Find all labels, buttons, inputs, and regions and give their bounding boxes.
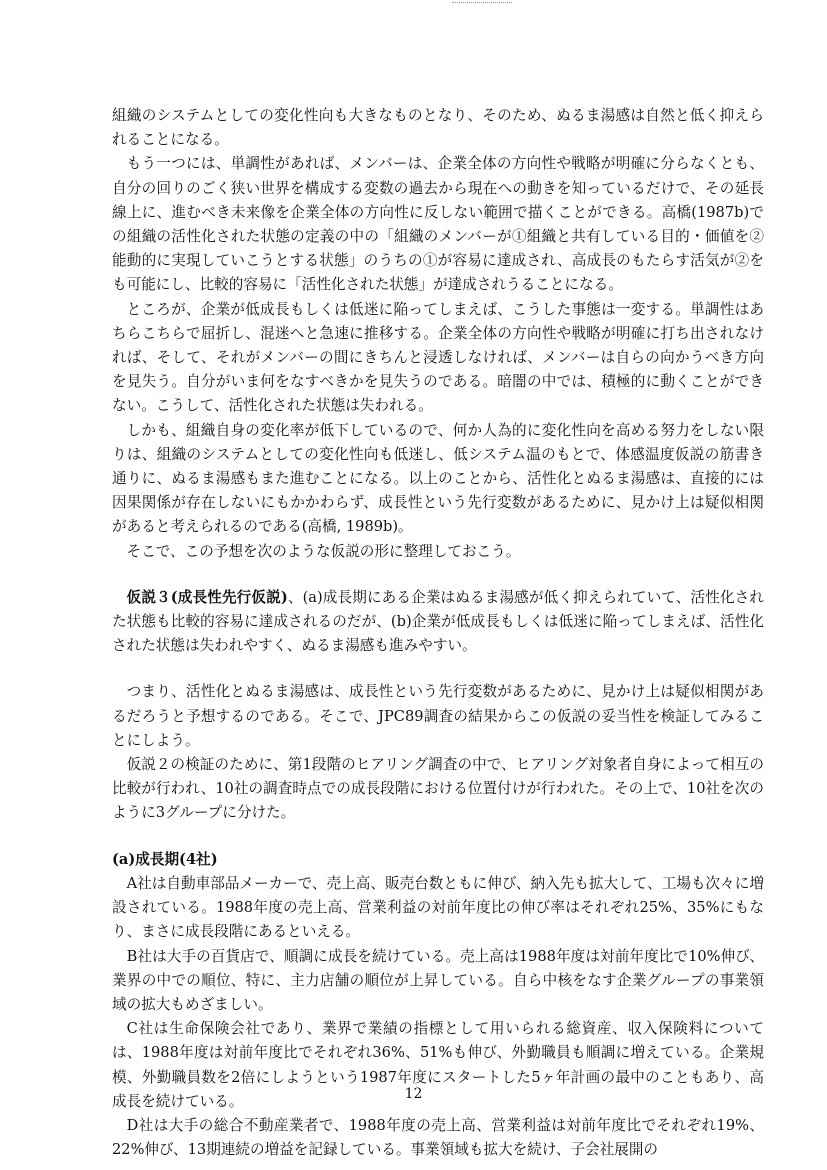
paragraph: ところが、企業が低成長もしくは低迷に陥ってしまえば、こうした事態は一変する。単調性はあちらこちらで屈折し、混迷へと急速に推移する。企業全体の方向性や戦略が明確に打ち出されなければ、そして、それがメンバーの間にきちんと浸透しなければ、メンバーは自らの向かうべき方向を見失う。自分がいま何をなすべきかを見失うのである。暗闇の中では、積極的に動くことができない。こうして、活性化された状態は失われる。 — [112, 300, 764, 415]
paragraph: C社は生命保険会社であり、業界で業績の指標として用いられる総資産、収入保険料については、1988年度は対前年度比でそれぞれ36%、51%も伸び、外勤職員も順調に増えている。企業規模、外勤職員数を2倍にしようという1987年度にスタートした5ヶ年計画の最中のこともあり、高成長を続けている。 — [112, 1020, 764, 1110]
paragraph: A社は自動車部品メーカーで、売上高、販売台数ともに伸び、納入先も拡大して、工場も次々に増設されている。1988年度の売上高、営業利益の対前年度比の伸び率はそれぞれ25%、35%にもなり、まさに成長段階にあるといえる。 — [112, 874, 764, 941]
page-number: 12 — [404, 1086, 423, 1102]
paragraph: D社は大手の総合不動産業者で、1988年度の売上高、営業利益は対前年度比でそれぞれ19%、22%伸び、13期連続の増益を記録している。事業領域も拡大を続け、子会社展開の — [112, 1116, 764, 1159]
spacer — [112, 658, 764, 680]
body-text — [112, 104, 764, 1162]
paragraph: しかも、組織自身の変化率が低下しているので、何か人為的に変化性向を高める努力をしない限りは、組織のシステムとしての変化性向も低迷し、低システム温のもとで、体感温度仮説の筋書き通りに、ぬるま湯感もまた進むことになる。以上のことから、活性化とぬるま湯感は、直接的には因果関係が存在しないにもかかわらず、成長性という先行変数があるために、見かけ上は疑似相関があると考えられるのである(高橋, 1989b)。 — [112, 421, 764, 536]
spacer — [112, 826, 764, 848]
paragraph: 組織のシステムとしての変化性向も大きなものとなり、そのため、ぬるま湯感は自然と低く抑えられることになる。 — [112, 107, 764, 149]
hypothesis-body: 、(a)成長期にある企業はぬるま湯感が低く抑えられていて、活性化された状態も比較的容易に達成されるのだが、(b)企業が低成長もしくは低迷に陥ってしまえば、活性化された状態は失われやすく、ぬるま湯感も進みやすい。 — [112, 588, 764, 655]
paragraph: つまり、活性化とぬるま湯感は、成長性という先行変数があるために、見かけ上は疑似相関があるだろうと予想するのである。そこで、JPC89調査の結果からこの仮説の妥当性を検証してみることにしよう。 — [112, 683, 764, 749]
paragraph: もう一つには、単調性があれば、メンバーは、企業全体の方向性や戦略が明確に分らなくとも、自分の回りのごく狭い世界を構成する変数の過去から現在への動きを知っているだけで、その延長線上に、進むべき未来像を企業全体の方向性に反しない範囲で描くことができる。高橋(1987b)での組織の活性化された状態の定義の中の「組織のメンバーが①組織と共有している目的・価値を②能動的に実現していこうとする状態」のうちの①が容易に達成され、高成長のもたらす活気が②をも可能にし、比較的容易に「活性化された状態」が達成されうることになる。 — [112, 155, 764, 294]
paragraph: そこで、この予想を次のような仮説の形に整理しておこう。 — [126, 542, 521, 560]
spacer — [112, 564, 764, 586]
hypothesis-label: 仮説３(成長性先行仮説) — [126, 588, 288, 606]
paragraph: 仮説２の検証のために、第1段階のヒアリング調査の中で、ヒアリング対象者自身によって相互の比較が行われ、10社の調査時点での成長段階における位置付けが行われた。その上で、10社を次のように3グループに分けた。 — [112, 756, 764, 822]
scan-mark — [452, 2, 512, 5]
paragraph: B社は大手の百貨店で、順調に成長を続けている。売上高は1988年度は対前年度比で10%伸び、業界の中での順位、特に、主力店舗の順位が上昇している。自ら中核をなす企業グループの事業領域の拡大もめざましい。 — [112, 947, 764, 1013]
hypothesis-paragraph — [112, 586, 764, 659]
section-heading: (a)成長期(4社) — [112, 850, 218, 868]
